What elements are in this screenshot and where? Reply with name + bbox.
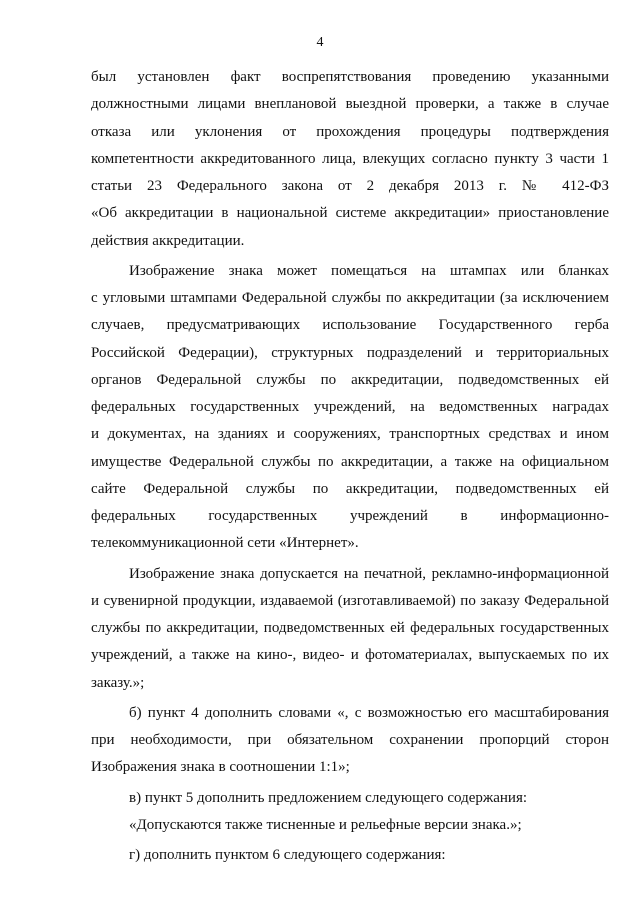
body-text <box>91 64 609 869</box>
text-line: с угловыми штампами Федеральной службы по аккредитации (за исключением <box>91 290 609 306</box>
text-line: федеральных государственных учреждений, на ведомственных наградах <box>91 399 609 415</box>
text-line: г) дополнить пунктом 6 следующего содержания: <box>129 847 446 863</box>
text-line: Изображение знака может помещаться на штампах или бланках <box>129 262 609 279</box>
text-line: отказа или уклонения от прохождения процедуры подтверждения <box>91 123 609 140</box>
text-line: телекоммуникационной сети «Интернет». <box>91 535 359 552</box>
text-line: при необходимости, при обязательном сохранении пропорций сторон <box>91 732 609 748</box>
text-line: органов Федеральной службы по аккредитации, подведомственных ей <box>91 371 609 388</box>
text-line: и сувенирной продукции, издаваемой (изготавливаемой) по заказу Федеральной <box>91 592 609 609</box>
text-line: Изображение знака допускается на печатной, рекламно-информационной <box>129 565 609 582</box>
text-line: в) пункт 5 дополнить предложением следующего содержания: <box>129 789 528 806</box>
text-line: был установлен факт воспрепятствования проведению указанными <box>91 69 609 85</box>
text-line: действия аккредитации. <box>91 232 245 249</box>
text-line: «Допускаются также тисненные и рельефные версии знака.»; <box>129 816 522 833</box>
text-line: сайте Федеральной службы по аккредитации, подведомственных ей <box>91 480 609 497</box>
text-line: Изображения знака в соотношении 1:1»; <box>91 759 350 776</box>
text-line: Российской Федерации), структурных подразделений и территориальных <box>91 344 609 361</box>
text-line: заказу.»; <box>91 674 145 691</box>
text-line: федеральных государственных учреждений в информационно- <box>91 508 609 524</box>
text-line: «Об аккредитации в национальной системе аккредитации» приостановление <box>91 205 609 222</box>
text-line: и документах, на зданиях и сооружениях, транспортных средствах и ином <box>91 426 609 443</box>
text-line: случаев, предусматривающих использование Государственного герба <box>91 317 609 334</box>
text-line: статьи 23 Федерального закона от 2 декабря 2013 г. № 412-ФЗ <box>91 178 609 194</box>
text-line: имуществе Федеральной службы по аккредитации, а также на официальном <box>91 453 609 470</box>
text-line: службы по аккредитации, подведомственных ей федеральных государственных <box>91 620 609 636</box>
text-line: б) пункт 4 дополнить словами «, с возможностью его масштабирования <box>129 704 609 721</box>
page-number: 4 <box>316 35 324 50</box>
text-line: компетентности аккредитованного лица, влекущих согласно пункту 3 части 1 <box>91 150 609 167</box>
text-line: учреждений, а также на кино-, видео- и фотоматериалах, выпускаемых по их <box>91 647 609 664</box>
text-line: должностными лицами внеплановой выездной проверки, а также в случае <box>91 96 609 113</box>
